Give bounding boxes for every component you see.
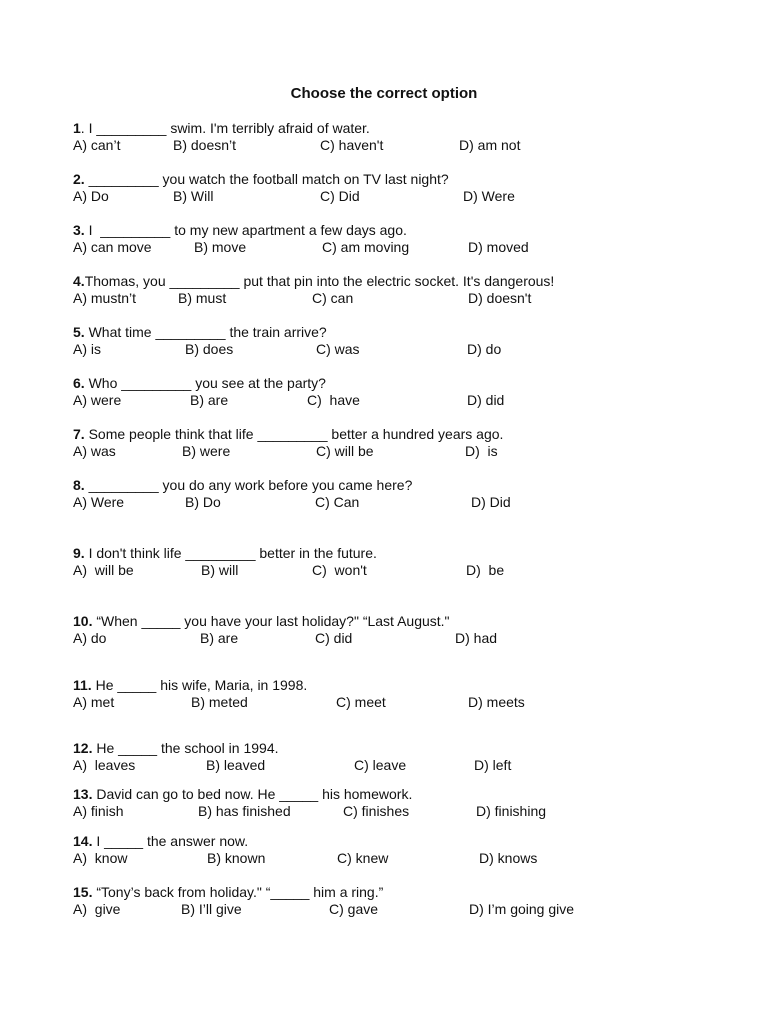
option-d: D) Were bbox=[463, 188, 515, 204]
question-text: Some people think that life _________ better a hundred years ago. bbox=[84, 426, 504, 442]
question-11 bbox=[73, 677, 733, 711]
question-number: 3. bbox=[73, 222, 85, 238]
question-stem bbox=[73, 740, 733, 757]
option-b: B) must bbox=[178, 290, 227, 306]
answer-options bbox=[73, 630, 733, 647]
option-d: D) am not bbox=[459, 137, 521, 153]
question-9 bbox=[73, 545, 733, 579]
option-d: D) Did bbox=[471, 494, 511, 510]
option-b: B) meted bbox=[191, 694, 248, 710]
option-a: A) can move bbox=[73, 239, 152, 255]
option-c: C) won't bbox=[312, 562, 367, 578]
question-text: _________ you watch the football match on TV last night? bbox=[84, 171, 449, 187]
answer-options bbox=[73, 137, 733, 154]
question-stem bbox=[73, 273, 733, 290]
option-c: C) did bbox=[315, 630, 353, 646]
question-number: 11. bbox=[73, 677, 92, 693]
option-a: A) know bbox=[73, 850, 128, 866]
option-d: D) be bbox=[466, 562, 505, 578]
question-text: He _____ the school in 1994. bbox=[92, 740, 279, 756]
question-5 bbox=[73, 324, 733, 358]
option-c: C) can bbox=[312, 290, 354, 306]
option-b: B) are bbox=[200, 630, 239, 646]
option-d: D) meets bbox=[468, 694, 525, 710]
option-c: C) will be bbox=[316, 443, 374, 459]
option-c: C) knew bbox=[337, 850, 389, 866]
option-c: C) finishes bbox=[343, 803, 410, 819]
option-d: D) doesn't bbox=[468, 290, 532, 306]
option-b: B) move bbox=[194, 239, 247, 255]
answer-options bbox=[73, 188, 733, 205]
option-d: D) do bbox=[467, 341, 502, 357]
question-stem bbox=[73, 786, 733, 803]
question-10 bbox=[73, 613, 733, 647]
question-stem bbox=[73, 545, 733, 562]
answer-options bbox=[73, 392, 733, 409]
question-stem bbox=[73, 375, 733, 392]
option-c: C) leave bbox=[354, 757, 407, 773]
option-a: A) Were bbox=[73, 494, 125, 510]
question-text: David can go to bed now. He _____ his homework. bbox=[92, 786, 413, 802]
question-text: I _________ to my new apartment a few days ago. bbox=[84, 222, 407, 238]
option-a: A) were bbox=[73, 392, 122, 408]
question-text: I _________ swim. I'm terribly afraid of water. bbox=[84, 120, 370, 136]
question-12 bbox=[73, 740, 733, 774]
option-b: B) doesn’t bbox=[173, 137, 237, 153]
question-stem bbox=[73, 613, 733, 630]
answer-options bbox=[73, 562, 733, 579]
option-b: B) leaved bbox=[206, 757, 266, 773]
question-stem bbox=[73, 833, 733, 850]
question-text: “When _____ you have your last holiday?" “Last August." bbox=[92, 613, 450, 629]
question-stem bbox=[73, 120, 733, 137]
question-1 bbox=[73, 120, 733, 154]
option-b: B) are bbox=[190, 392, 229, 408]
question-15 bbox=[73, 884, 733, 918]
answer-options bbox=[73, 443, 733, 460]
question-stem bbox=[73, 171, 733, 188]
question-number: 15. bbox=[73, 884, 93, 900]
answer-options bbox=[73, 803, 733, 820]
question-number: 6. bbox=[73, 375, 85, 391]
question-7 bbox=[73, 426, 733, 460]
option-a: A) can’t bbox=[73, 137, 121, 153]
question-3 bbox=[73, 222, 733, 256]
option-c: C) meet bbox=[336, 694, 386, 710]
question-text: I _____ the answer now. bbox=[92, 833, 249, 849]
question-text: What time _________ the train arrive? bbox=[84, 324, 327, 340]
answer-options bbox=[73, 341, 733, 358]
option-a: A) Do bbox=[73, 188, 109, 204]
question-text: “Tony’s back from holiday." “_____ him a ring.” bbox=[92, 884, 384, 900]
option-d: D) did bbox=[467, 392, 505, 408]
question-number: 14. bbox=[73, 833, 93, 849]
question-14 bbox=[73, 833, 733, 867]
option-d: D) left bbox=[474, 757, 512, 773]
option-d: D) had bbox=[455, 630, 498, 646]
question-8 bbox=[73, 477, 733, 511]
question-stem bbox=[73, 324, 733, 341]
question-stem bbox=[73, 884, 733, 901]
question-number: 13. bbox=[73, 786, 93, 802]
option-b: B) will bbox=[201, 562, 239, 578]
option-a: A) mustn’t bbox=[73, 290, 137, 306]
question-4 bbox=[73, 273, 733, 307]
option-c: C) haven't bbox=[320, 137, 384, 153]
option-d: D) is bbox=[465, 443, 498, 459]
question-text: Thomas, you _________ put that pin into the electric socket. It's dangerous! bbox=[84, 273, 555, 289]
question-text: He _____ his wife, Maria, in 1998. bbox=[91, 677, 308, 693]
option-d: D) moved bbox=[468, 239, 529, 255]
question-number: 7. bbox=[73, 426, 85, 442]
option-c: C) have bbox=[307, 392, 360, 408]
question-number: 8. bbox=[73, 477, 85, 493]
answer-options bbox=[73, 239, 733, 256]
answer-options bbox=[73, 757, 733, 774]
option-a: A) do bbox=[73, 630, 107, 646]
option-b: B) does bbox=[185, 341, 234, 357]
option-a: A) finish bbox=[73, 803, 124, 819]
option-c: C) Can bbox=[315, 494, 360, 510]
question-text: _________ you do any work before you came here? bbox=[84, 477, 413, 493]
option-a: A) leaves bbox=[73, 757, 136, 773]
option-a: A) was bbox=[73, 443, 116, 459]
option-a: A) met bbox=[73, 694, 115, 710]
question-6 bbox=[73, 375, 733, 409]
option-b: B) Do bbox=[185, 494, 221, 510]
question-stem bbox=[73, 222, 733, 239]
question-number: 5. bbox=[73, 324, 85, 340]
answer-options bbox=[73, 494, 733, 511]
question-number: 2. bbox=[73, 171, 85, 187]
question-text: Who _________ you see at the party? bbox=[84, 375, 326, 391]
answer-options bbox=[73, 290, 733, 307]
option-c: C) Did bbox=[320, 188, 360, 204]
option-a: A) give bbox=[73, 901, 121, 917]
option-c: C) gave bbox=[329, 901, 379, 917]
question-number: 9. bbox=[73, 545, 85, 561]
answer-options bbox=[73, 850, 733, 867]
question-number: 10. bbox=[73, 613, 93, 629]
option-d: D) knows bbox=[479, 850, 538, 866]
question-number: 1 bbox=[73, 120, 81, 136]
option-d: D) finishing bbox=[476, 803, 547, 819]
question-number-dot: . bbox=[80, 120, 85, 136]
question-13 bbox=[73, 786, 733, 820]
question-2 bbox=[73, 171, 733, 205]
option-d: D) I’m going give bbox=[469, 901, 575, 917]
option-b: B) Will bbox=[173, 188, 214, 204]
question-stem bbox=[73, 426, 733, 443]
question-text: I don't think life _________ better in the future. bbox=[84, 545, 377, 561]
option-c: C) am moving bbox=[322, 239, 410, 255]
option-a: A) will be bbox=[73, 562, 134, 578]
answer-options bbox=[73, 694, 733, 711]
option-c: C) was bbox=[316, 341, 360, 357]
option-b: B) has finished bbox=[198, 803, 291, 819]
option-b: B) known bbox=[207, 850, 266, 866]
option-a: A) is bbox=[73, 341, 101, 357]
question-stem bbox=[73, 677, 733, 694]
question-number: 12. bbox=[73, 740, 93, 756]
question-number: 4. bbox=[73, 273, 85, 289]
answer-options bbox=[73, 901, 733, 918]
option-b: B) were bbox=[182, 443, 231, 459]
option-b: B) I’ll give bbox=[181, 901, 242, 917]
worksheet-title: Choose the correct option bbox=[290, 85, 478, 102]
question-stem bbox=[73, 477, 733, 494]
